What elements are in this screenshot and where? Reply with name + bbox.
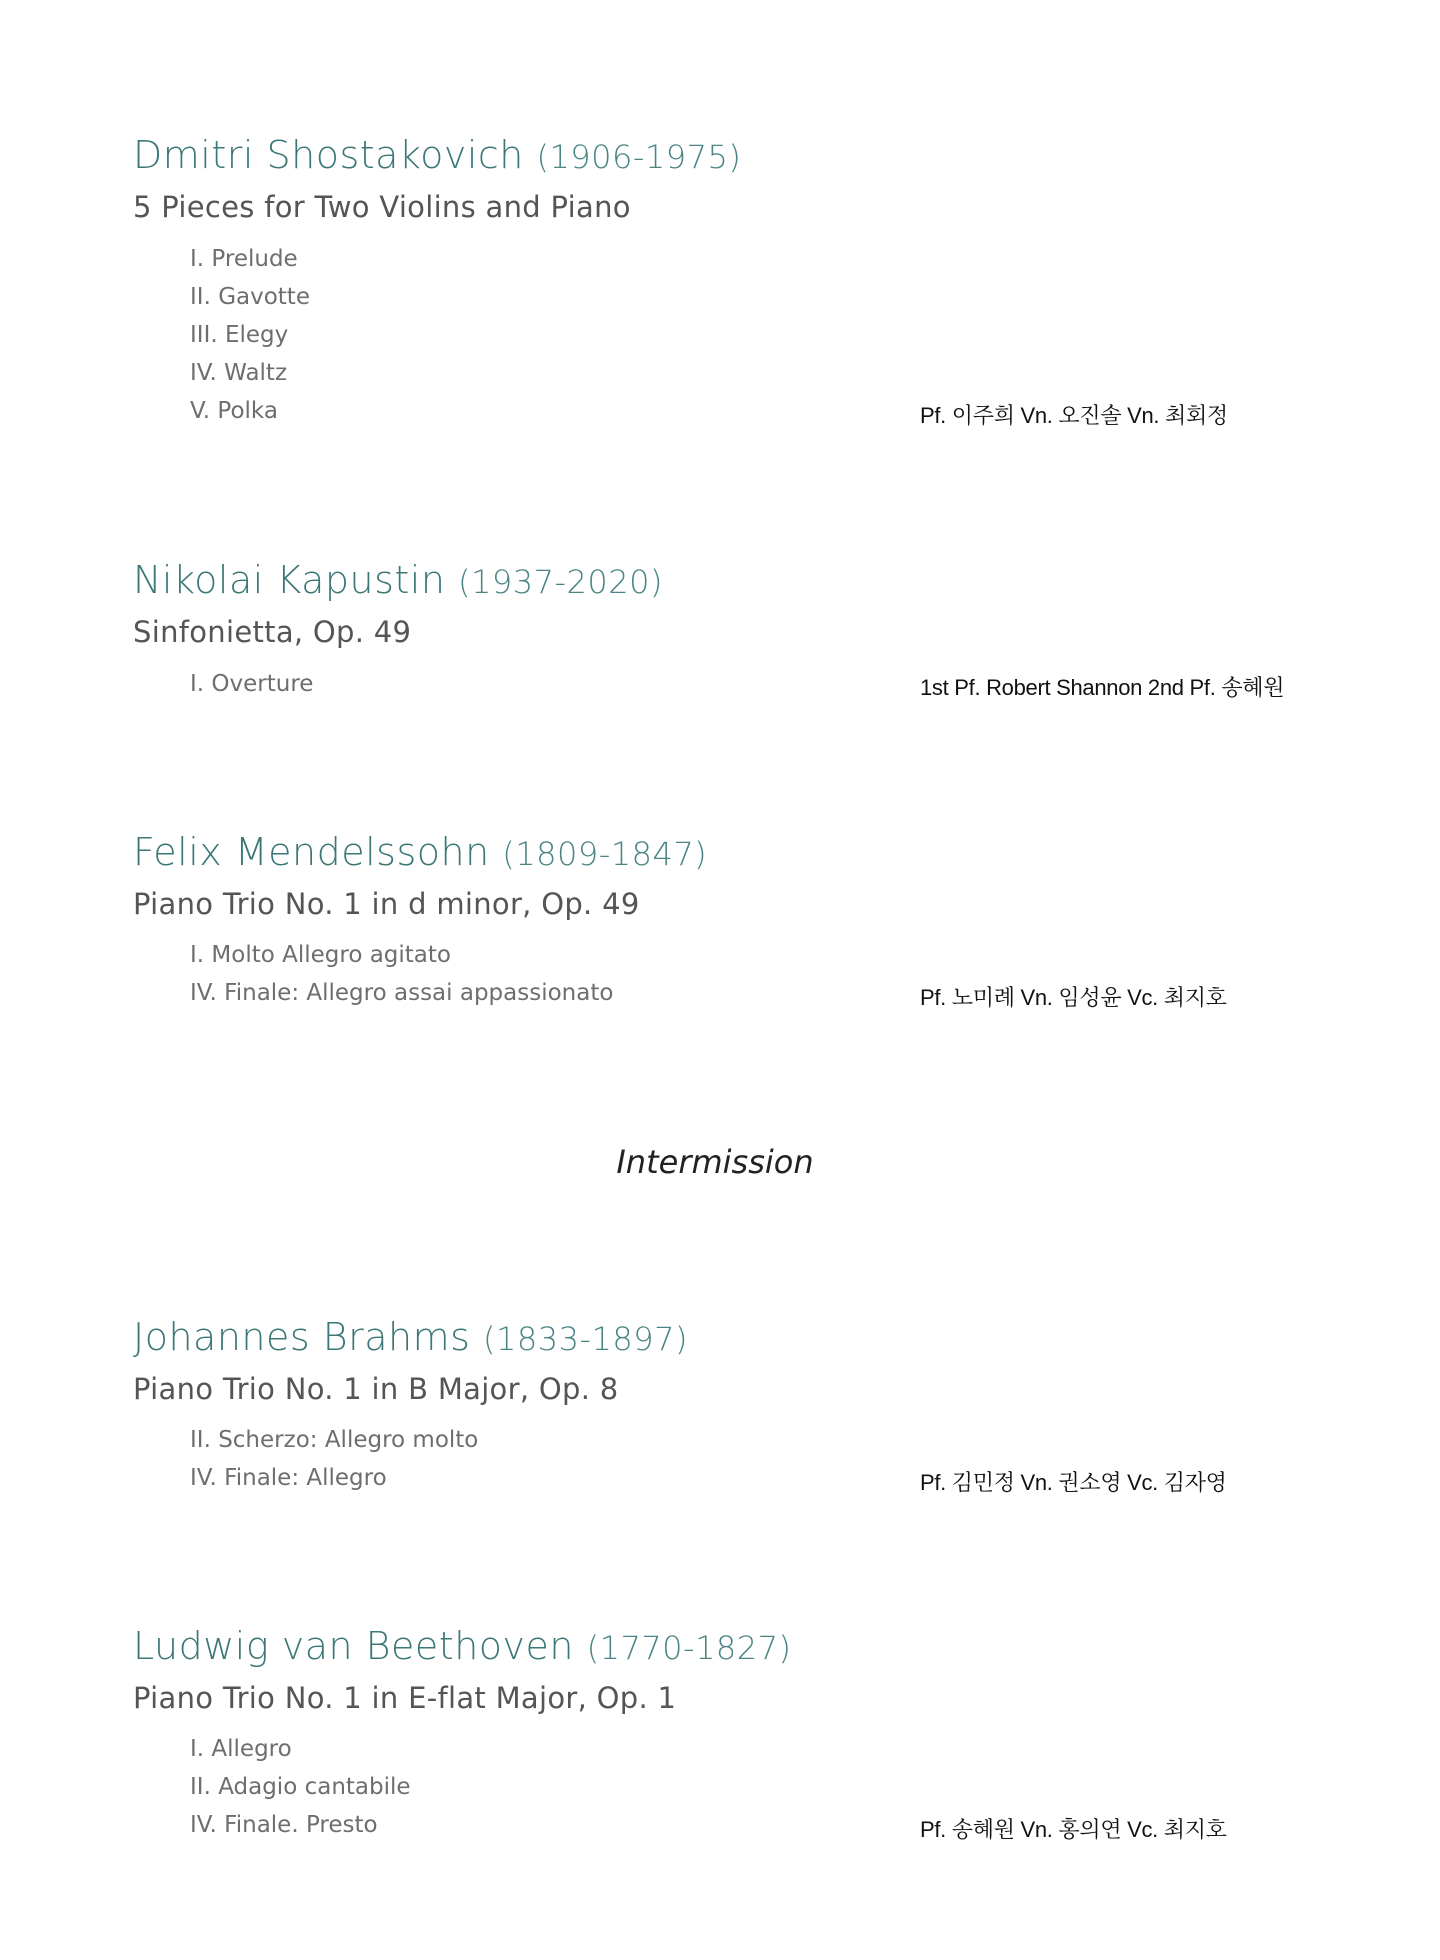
performers: Pf. 노미례 Vn. 임성윤 Vc. 최지호 bbox=[920, 985, 1227, 1010]
movement-item: II. Scherzo: Allegro molto bbox=[190, 1427, 479, 1453]
movement-item: V. Polka bbox=[190, 398, 278, 424]
composer-dates: (1809-1847) bbox=[502, 835, 708, 873]
composer-name: Ludwig van Beethoven bbox=[133, 1624, 574, 1668]
composer-dates: (1833-1897) bbox=[483, 1320, 688, 1358]
composer-dates: (1937-2020) bbox=[458, 563, 663, 601]
composer-heading bbox=[133, 1315, 688, 1359]
intermission-label: Intermission bbox=[616, 1143, 814, 1181]
performers: Pf. 송혜원 Vn. 홍의연 Vc. 최지호 bbox=[920, 1817, 1227, 1842]
composer-dates: (1906-1975) bbox=[536, 138, 742, 176]
movement-item: II. Adagio cantabile bbox=[190, 1774, 411, 1800]
composer-dates: (1770-1827) bbox=[586, 1629, 792, 1667]
work-title: Sinfonietta, Op. 49 bbox=[133, 615, 412, 649]
movement-list bbox=[190, 240, 310, 430]
movement-list bbox=[190, 936, 613, 1012]
work-title: Piano Trio No. 1 in d minor, Op. 49 bbox=[133, 887, 640, 921]
work-title: Piano Trio No. 1 in E-flat Major, Op. 1 bbox=[133, 1681, 677, 1715]
performers: Pf. 김민정 Vn. 권소영 Vc. 김자영 bbox=[920, 1470, 1227, 1495]
movement-item: IV. Finale: Allegro assai appassionato bbox=[190, 980, 614, 1006]
movement-item: IV. Waltz bbox=[190, 360, 288, 386]
movement-item: I. Overture bbox=[190, 671, 314, 697]
movement-item: I. Prelude bbox=[190, 246, 298, 272]
composer-name: Johannes Brahms bbox=[133, 1315, 471, 1359]
performers: 1st Pf. Robert Shannon 2nd Pf. 송혜원 bbox=[920, 675, 1285, 700]
movement-list bbox=[190, 1730, 411, 1844]
movement-item: I. Allegro bbox=[190, 1736, 292, 1762]
performers: Pf. 이주희 Vn. 오진솔 Vn. 최회정 bbox=[920, 403, 1228, 428]
composer-heading bbox=[133, 1624, 791, 1668]
work-title: Piano Trio No. 1 in B Major, Op. 8 bbox=[133, 1372, 619, 1406]
movement-list bbox=[190, 665, 313, 703]
composer-name: Felix Mendelssohn bbox=[133, 830, 490, 874]
work-title: 5 Pieces for Two Violins and Piano bbox=[133, 190, 631, 224]
movement-item: IV. Finale. Presto bbox=[190, 1812, 378, 1838]
composer-heading bbox=[133, 830, 707, 874]
movement-item: I. Molto Allegro agitato bbox=[190, 942, 451, 968]
composer-name: Dmitri Shostakovich bbox=[133, 133, 524, 177]
composer-heading bbox=[133, 133, 741, 177]
movement-item: II. Gavotte bbox=[190, 284, 310, 310]
composer-heading bbox=[133, 558, 663, 602]
movement-item: III. Elegy bbox=[190, 322, 289, 348]
composer-name: Nikolai Kapustin bbox=[133, 558, 446, 602]
movement-list bbox=[190, 1421, 478, 1497]
movement-item: IV. Finale: Allegro bbox=[190, 1465, 387, 1491]
